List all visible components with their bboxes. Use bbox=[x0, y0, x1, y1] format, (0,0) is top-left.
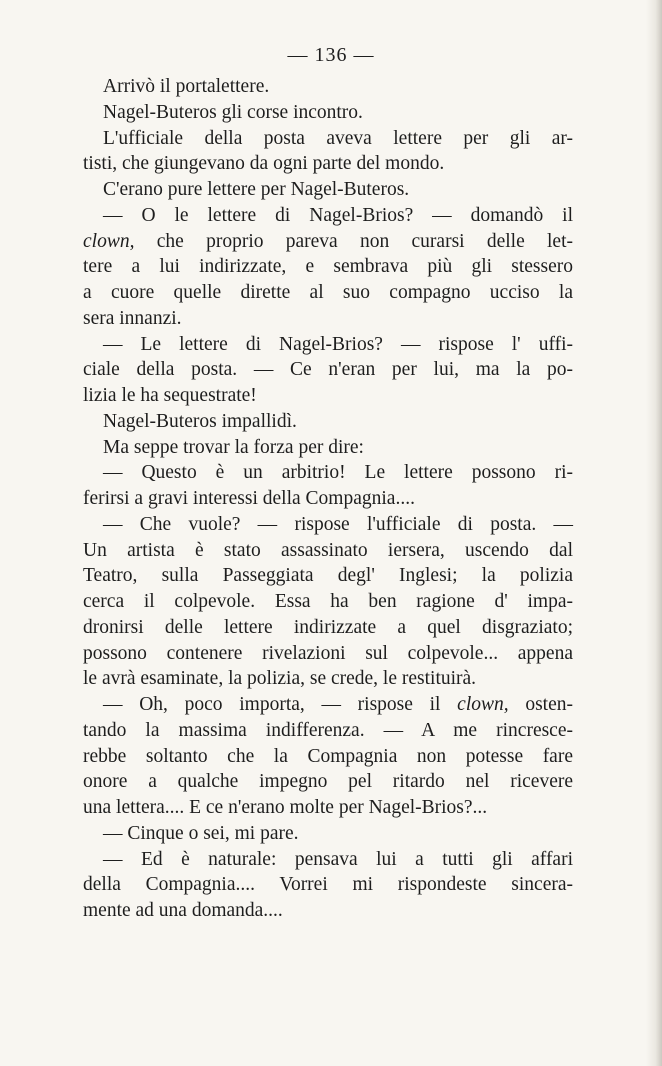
text-run: che proprio pareva non curarsi delle let- bbox=[134, 230, 573, 252]
italic-word: clown, bbox=[457, 694, 509, 715]
text-line: — Che vuole? — rispose l'ufficiale di posta. — bbox=[103, 513, 573, 535]
text-line: Nagel-Buteros gli corse incontro. bbox=[103, 101, 363, 123]
text-line: onore a qualche impegno pel ritardo nel ricevere bbox=[83, 771, 573, 793]
text-line: — O le lettere di Nagel-Brios? — domandò il bbox=[103, 204, 573, 226]
text-line: possono contenere rivelazioni sul colpevole... appena bbox=[83, 642, 573, 664]
text-line: a cuore quelle dirette al suo compagno ucciso la bbox=[83, 282, 573, 303]
text-line: dronirsi delle lettere indirizzate a quel disgraziato; bbox=[83, 616, 573, 638]
text-line: tere a lui indirizzate, e sembrava più gli stessero bbox=[83, 256, 573, 278]
text-run: osten- bbox=[508, 694, 574, 715]
text-line: ferirsi a gravi interessi della Compagnia.... bbox=[83, 488, 415, 509]
text-line: tisti, che giungevano da ogni parte del mondo. bbox=[83, 153, 445, 175]
text-line: Teatro, sulla Passeggiata degl' Inglesi; la polizia bbox=[83, 565, 573, 587]
text-line: tando la massima indifferenza. — A me rincresce- bbox=[83, 719, 573, 741]
text-line: Un artista è stato assassinato iersera, uscendo dal bbox=[83, 539, 573, 561]
text-line bbox=[83, 692, 573, 718]
text-line: L'ufficiale della posta aveva lettere per gli ar- bbox=[103, 127, 573, 149]
text-run: — Oh, poco importa, — rispose il bbox=[103, 694, 458, 715]
text-line: — Le lettere di Nagel-Brios? — rispose l' uffi- bbox=[103, 333, 573, 355]
text-line: lizia le ha sequestrate! bbox=[83, 385, 257, 406]
text-line: rebbe soltanto che la Compagnia non potesse fare bbox=[83, 745, 573, 767]
text-line: — Ed è naturale: pensava lui a tutti gli affari bbox=[103, 848, 573, 870]
text-line: le avrà esaminate, la polizia, se crede, le restituirà. bbox=[83, 668, 477, 690]
page-edge-shadow bbox=[646, 0, 662, 1066]
text-line: Ma seppe trovar la forza per dire: bbox=[103, 436, 364, 458]
text-line: cerca il colpevole. Essa ha ben ragione d' impa- bbox=[83, 591, 573, 612]
text-line: Nagel-Buteros impallidì. bbox=[103, 410, 297, 432]
text-line: — Questo è un arbitrio! Le lettere possono ri- bbox=[103, 462, 573, 484]
text-line: — Cinque o sei, mi pare. bbox=[103, 822, 299, 844]
text-line: sera innanzi. bbox=[83, 307, 182, 329]
text-line: ciale della posta. — Ce n'eran per lui, ma la po- bbox=[83, 359, 573, 381]
text-line: una lettera.... E ce n'erano molte per Nagel-Brios?... bbox=[83, 797, 488, 818]
body-text bbox=[83, 74, 573, 924]
text-line: mente ad una domanda.... bbox=[83, 900, 283, 921]
text-line: C'erano pure lettere per Nagel-Buteros. bbox=[103, 179, 410, 200]
text-line: Arrivò il portalettere. bbox=[103, 76, 270, 97]
text-line bbox=[83, 229, 573, 255]
text-line: della Compagnia.... Vorrei mi rispondeste sincera- bbox=[83, 874, 573, 896]
page-number: — 136 — bbox=[287, 44, 375, 66]
italic-word: clown, bbox=[83, 230, 135, 252]
